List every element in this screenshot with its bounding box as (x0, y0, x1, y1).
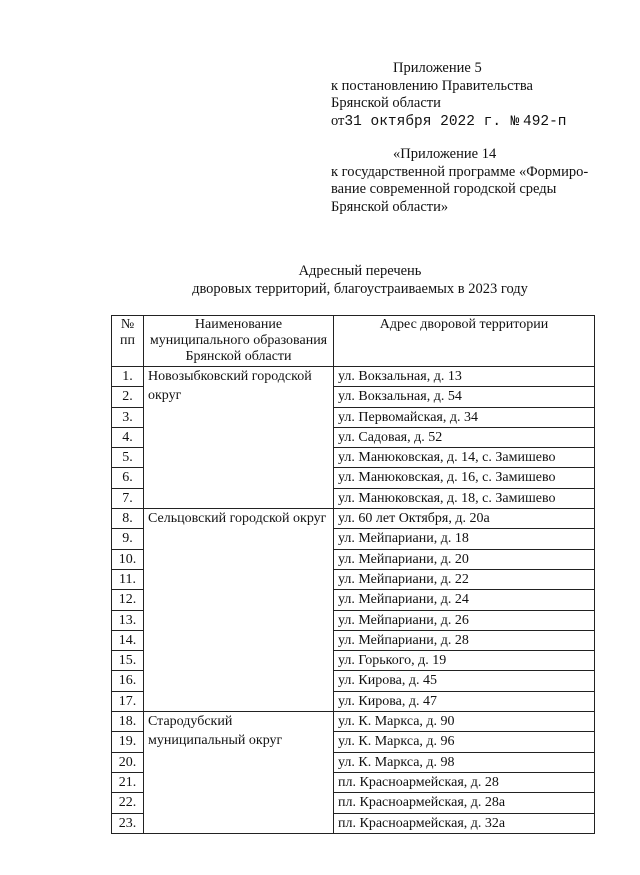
row-number: 17. (112, 691, 144, 711)
row-number: 9. (112, 529, 144, 549)
appendix-number: 492-п (523, 113, 567, 130)
row-number: 16. (112, 671, 144, 691)
table-row (112, 367, 595, 387)
row-number: 8. (112, 509, 144, 529)
address-cell: пл. Красноармейская, д. 28 (334, 772, 595, 792)
row-number: 14. (112, 630, 144, 650)
address-cell: ул. Вокзальная, д. 54 (334, 387, 595, 407)
address-cell: ул. Кирова, д. 47 (334, 691, 595, 711)
appendix-date: 31 октября 2022 г. (344, 113, 502, 130)
address-cell: ул. Мейпариани, д. 28 (334, 630, 595, 650)
row-number: 18. (112, 712, 144, 732)
address-cell: ул. К. Маркса, д. 98 (334, 752, 595, 772)
row-number: 12. (112, 590, 144, 610)
prior-appendix-line3: вание современной городской среды (331, 181, 557, 197)
header-address: Адрес дворовой территории (334, 316, 595, 367)
address-cell: ул. Кирова, д. 45 (334, 671, 595, 691)
row-number: 6. (112, 468, 144, 488)
address-cell: ул. Манюковская, д. 18, с. Замишево (334, 488, 595, 508)
address-cell: ул. Вокзальная, д. 13 (334, 367, 595, 387)
municipality-cell: Сельцовский городской округ (144, 509, 334, 712)
address-cell: ул. Горького, д. 19 (334, 651, 595, 671)
address-cell: ул. Мейпариани, д. 18 (334, 529, 595, 549)
appendix-block (331, 60, 567, 131)
row-number: 5. (112, 448, 144, 468)
address-table (111, 315, 595, 834)
row-number: 11. (112, 569, 144, 589)
row-number: 2. (112, 387, 144, 407)
appendix-number-label: № (510, 113, 520, 130)
address-cell: ул. Садовая, д. 52 (334, 427, 595, 447)
address-cell: ул. Манюковская, д. 16, с. Замишево (334, 468, 595, 488)
address-cell: ул. Первомайская, д. 34 (334, 407, 595, 427)
row-number: 4. (112, 427, 144, 447)
row-number: 23. (112, 813, 144, 833)
table-header-row (112, 316, 595, 367)
prior-appendix-line4: Брянской области» (331, 198, 449, 215)
row-number: 10. (112, 549, 144, 569)
row-number: 20. (112, 752, 144, 772)
row-number: 19. (112, 732, 144, 752)
header-num: № пп (112, 316, 144, 367)
address-cell: пл. Красноармейская, д. 28а (334, 793, 595, 813)
appendix-line2: к постановлению Правительства (331, 77, 533, 94)
address-cell: ул. Мейпариани, д. 22 (334, 569, 595, 589)
address-cell: ул. К. Маркса, д. 96 (334, 732, 595, 752)
row-number: 22. (112, 793, 144, 813)
appendix-from-label: от (331, 112, 345, 129)
row-number: 15. (112, 651, 144, 671)
header-municipality: Наименование муниципального образования Брянской области (144, 316, 334, 367)
municipality-cell: Стародубский муниципальный округ (144, 712, 334, 834)
address-cell: пл. Красноармейская, д. 32а (334, 813, 595, 833)
row-number: 3. (112, 407, 144, 427)
prior-appendix-line1: «Приложение 14 (393, 146, 497, 162)
appendix-line1: Приложение 5 (393, 60, 482, 76)
address-cell: ул. Манюковская, д. 14, с. Замишево (334, 448, 595, 468)
address-cell: ул. Мейпариани, д. 20 (334, 549, 595, 569)
page-title (0, 262, 640, 298)
address-cell: ул. К. Маркса, д. 90 (334, 712, 595, 732)
appendix-date-line (331, 113, 567, 132)
prior-appendix-line2: к государственной программе «Формиро- (331, 163, 589, 180)
row-number: 21. (112, 772, 144, 792)
title-line2: дворовых территорий, благоустраиваемых в 2023 году (192, 281, 528, 297)
row-number: 7. (112, 488, 144, 508)
table-row (112, 712, 595, 732)
row-number: 13. (112, 610, 144, 630)
table-row (112, 509, 595, 529)
address-cell: ул. Мейпариани, д. 24 (334, 590, 595, 610)
prior-appendix-block (331, 146, 588, 216)
address-cell: ул. 60 лет Октября, д. 20а (334, 509, 595, 529)
municipality-cell: Новозыбковский городской округ (144, 367, 334, 509)
title-line1: Адресный перечень (298, 263, 422, 279)
appendix-line3: Брянской области (331, 95, 441, 111)
row-number: 1. (112, 367, 144, 387)
address-cell: ул. Мейпариани, д. 26 (334, 610, 595, 630)
